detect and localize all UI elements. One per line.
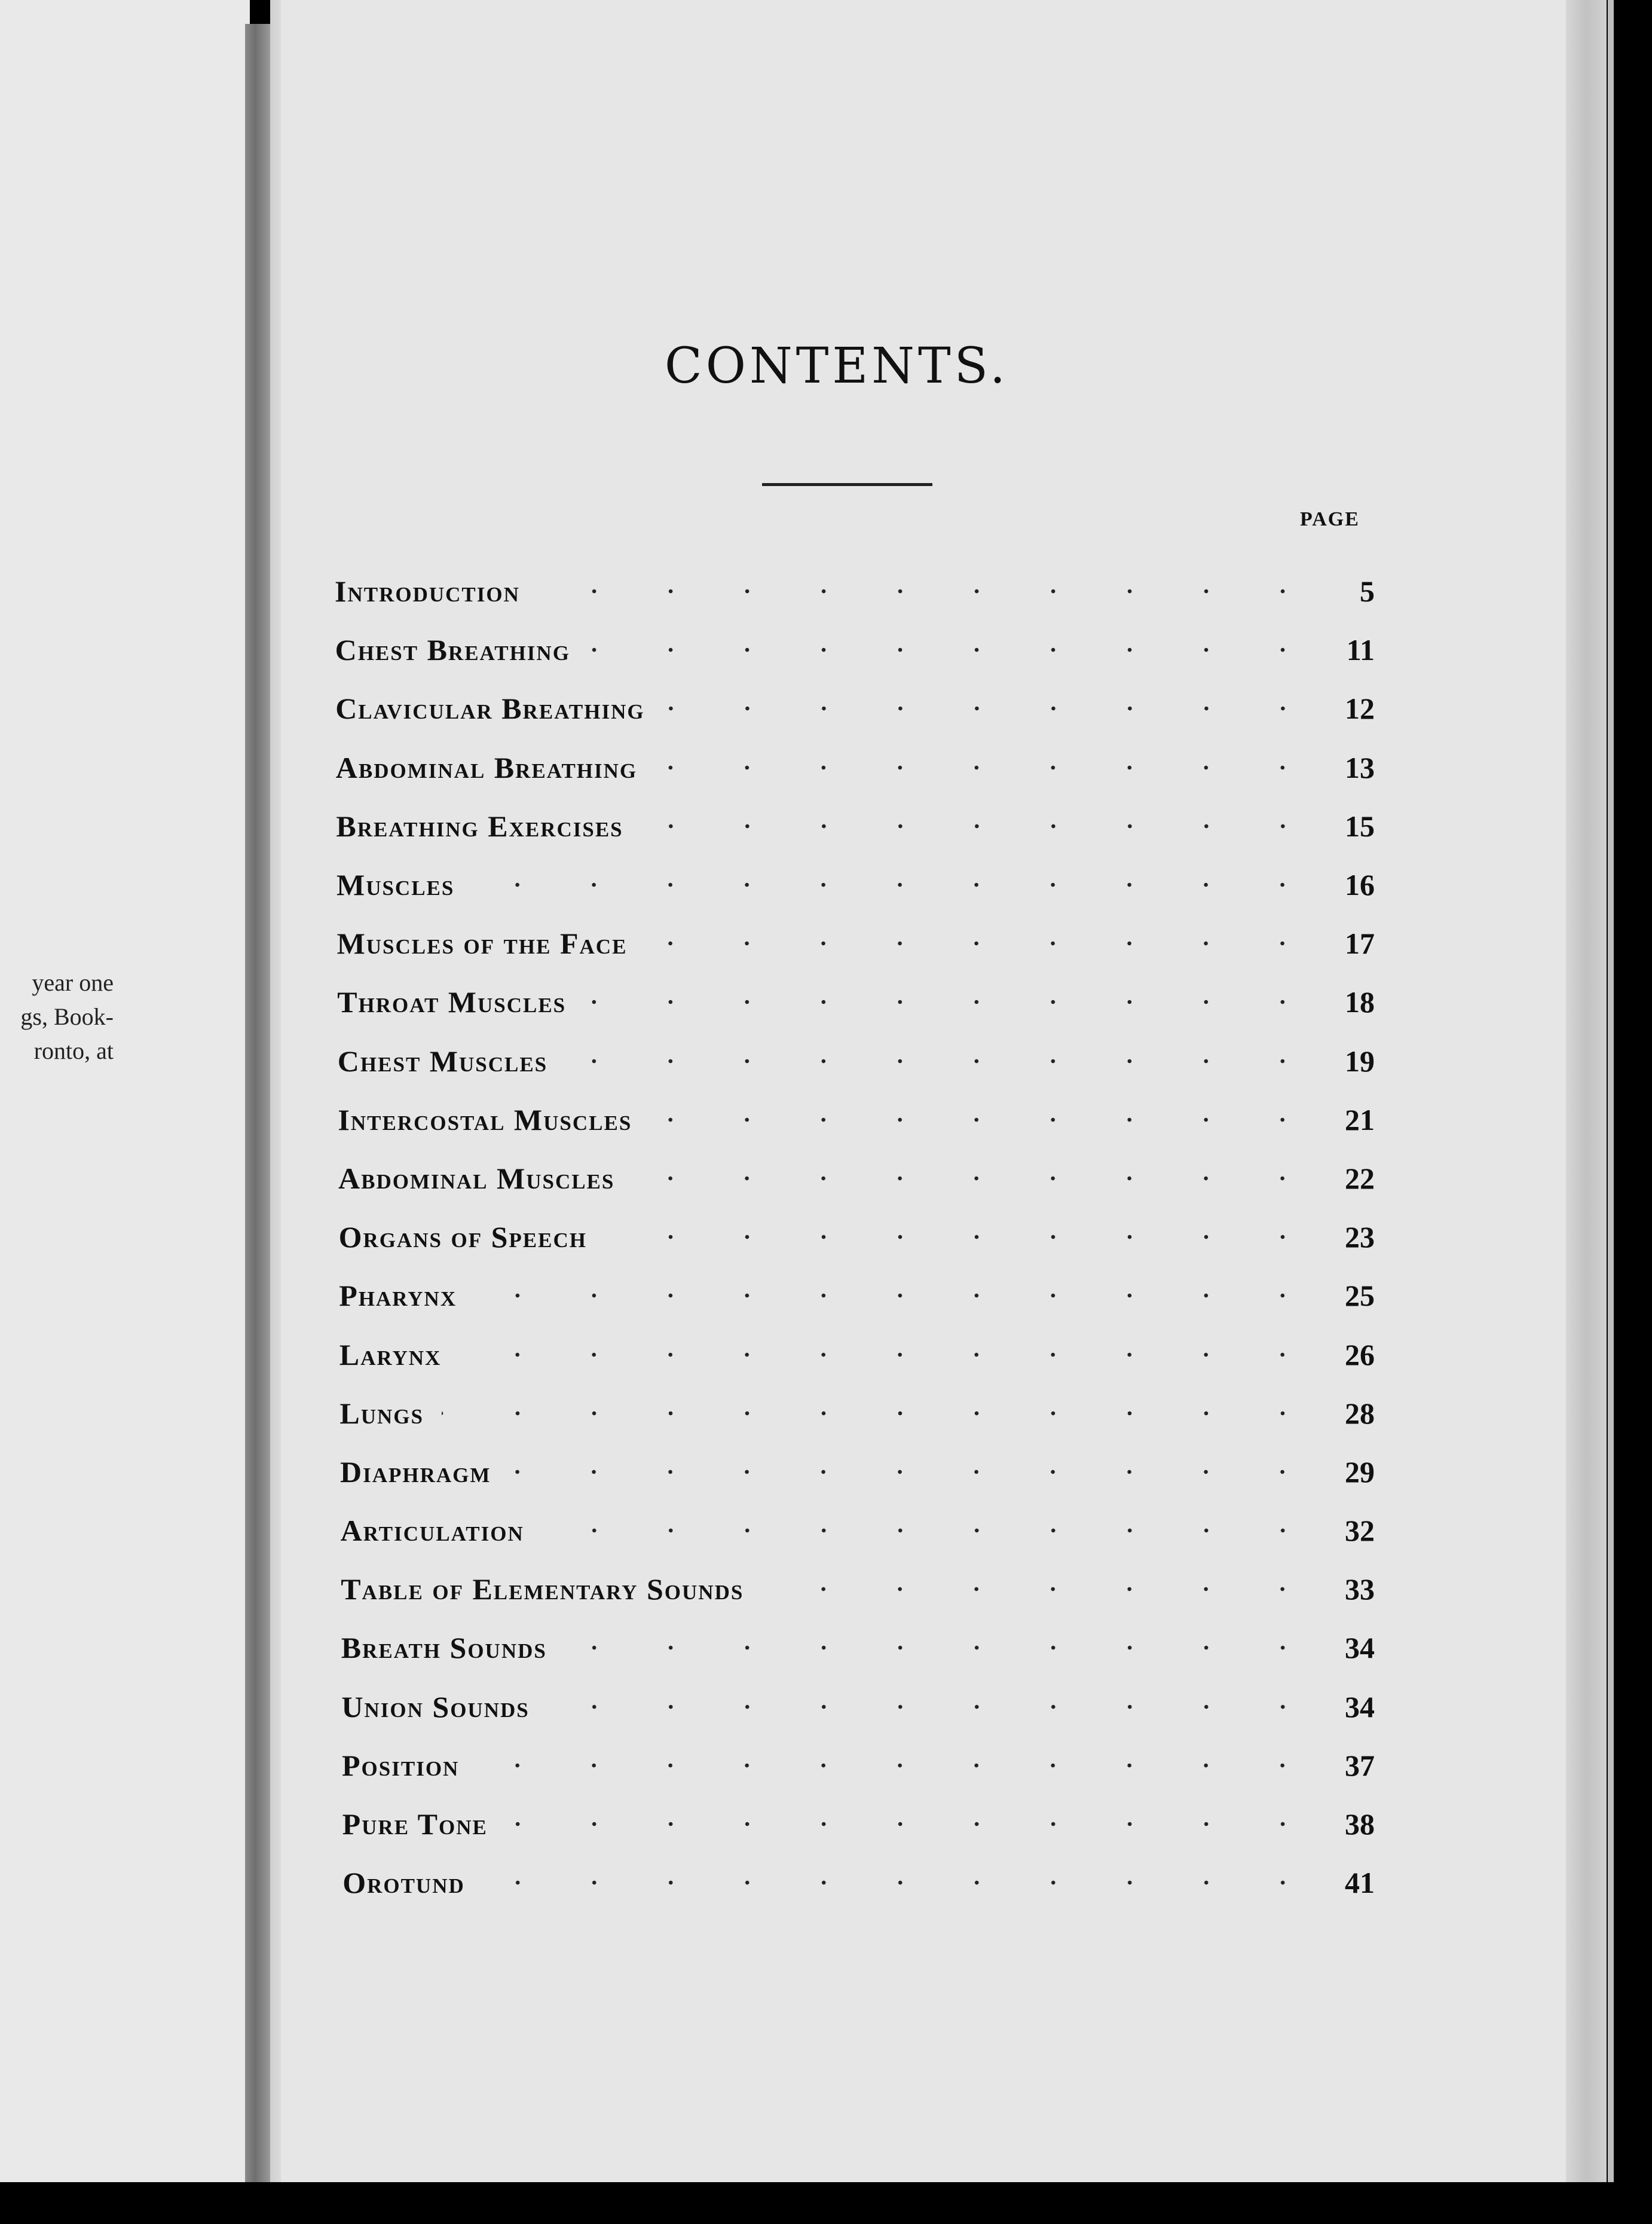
dot-leader	[542, 1528, 1321, 1533]
dot-leader	[565, 1645, 1321, 1651]
toc-entry	[338, 1032, 1375, 1090]
toc-entry-page: 25	[1345, 1279, 1375, 1313]
toc-entry	[339, 1266, 1375, 1325]
toc-entry	[340, 1443, 1375, 1501]
toc-entry-page: 38	[1345, 1807, 1375, 1841]
toc-entry-title: Lungs	[339, 1396, 436, 1431]
left-line-1: year one	[32, 969, 114, 996]
toc-entry-title: Larynx	[339, 1337, 454, 1372]
dot-leader	[483, 1880, 1321, 1886]
page-edge	[1566, 0, 1607, 2182]
toc-entry-title: Pure Tone	[342, 1807, 500, 1841]
toc-entry-page: 19	[1345, 1044, 1375, 1078]
toc-entry-title: Introduction	[335, 574, 532, 609]
toc-entry-title: Muscles of the Face	[337, 926, 640, 961]
toc-entry	[337, 973, 1375, 1031]
contents-title: CONTENTS.	[664, 338, 1009, 395]
dot-leader	[663, 705, 1321, 711]
toc-entry-title: Position	[342, 1748, 471, 1783]
toc-entry-page: 41	[1345, 1866, 1375, 1900]
toc-entry-page: 34	[1345, 1631, 1375, 1665]
toc-entry	[342, 1853, 1375, 1912]
left-line-2: gs, Book-	[20, 1003, 114, 1030]
dot-leader	[506, 1821, 1321, 1827]
left-page	[0, 0, 250, 2182]
table-of-contents	[335, 562, 1375, 1912]
toc-entry	[341, 1501, 1375, 1560]
dot-leader	[588, 647, 1321, 653]
toc-entry	[342, 1795, 1375, 1853]
toc-entry	[339, 1384, 1375, 1443]
dot-leader	[655, 765, 1321, 771]
title-rule	[762, 483, 932, 486]
toc-entry	[342, 1736, 1375, 1795]
toc-entry-title: Articulation	[341, 1513, 536, 1548]
toc-entry-title: Pharynx	[339, 1278, 469, 1313]
page-column-heading: PAGE	[1300, 508, 1360, 530]
toc-entry-title: Breathing Exercises	[336, 809, 635, 844]
toc-entry-page: 5	[1360, 575, 1375, 609]
toc-entry	[335, 562, 1375, 621]
toc-entry-page: 16	[1345, 868, 1375, 902]
dot-leader	[509, 1469, 1321, 1475]
dot-leader	[538, 588, 1321, 594]
dot-leader	[442, 1410, 1321, 1416]
toc-entry-title: Diaphragm	[340, 1455, 503, 1489]
dot-leader	[547, 1704, 1321, 1710]
left-page-text-fragment	[0, 966, 114, 1068]
toc-entry-page: 23	[1345, 1220, 1375, 1254]
toc-entry	[338, 1090, 1375, 1149]
dot-leader	[475, 1293, 1321, 1299]
dot-leader	[605, 1234, 1321, 1240]
page-edge-line	[1608, 0, 1614, 2200]
dot-leader	[477, 1762, 1321, 1768]
toc-entry-page: 28	[1345, 1396, 1375, 1430]
dot-leader	[584, 999, 1321, 1005]
left-line-3: ronto, at	[33, 1037, 114, 1064]
toc-entry-title: Throat Muscles	[337, 985, 578, 1019]
toc-entry-page: 22	[1345, 1161, 1375, 1195]
toc-entry-title: Table of Elementary Sounds	[341, 1572, 755, 1606]
toc-entry	[337, 914, 1375, 973]
toc-entry-page: 11	[1346, 633, 1375, 667]
toc-entry	[339, 1325, 1375, 1383]
dot-leader	[632, 1175, 1321, 1181]
toc-entry	[341, 1618, 1375, 1677]
dot-leader	[472, 882, 1321, 888]
dot-leader	[645, 940, 1321, 946]
toc-entry-title: Orotund	[342, 1865, 477, 1900]
toc-entry	[338, 1149, 1375, 1208]
toc-entry-page: 17	[1345, 927, 1375, 961]
toc-entry-title: Chest Breathing	[335, 633, 582, 667]
toc-entry	[335, 679, 1375, 738]
toc-entry-title: Muscles	[336, 867, 466, 902]
toc-entry	[339, 1208, 1375, 1266]
toc-entry-page: 13	[1345, 750, 1375, 784]
toc-entry	[336, 856, 1375, 914]
toc-entry-title: Abdominal Breathing	[336, 750, 649, 785]
dot-leader	[641, 823, 1321, 829]
toc-entry-page: 21	[1345, 1102, 1375, 1137]
toc-entry	[341, 1560, 1375, 1618]
toc-entry-page: 37	[1345, 1748, 1375, 1782]
toc-entry-page: 18	[1345, 985, 1375, 1019]
toc-entry-page: 33	[1345, 1572, 1375, 1606]
toc-entry	[335, 621, 1375, 679]
book-gutter	[245, 24, 270, 2182]
toc-entry-page: 12	[1345, 692, 1375, 726]
dot-leader	[565, 1058, 1321, 1064]
toc-entry-title: Union Sounds	[341, 1690, 541, 1724]
toc-entry	[336, 797, 1375, 856]
toc-entry-title: Breath Sounds	[341, 1630, 559, 1665]
toc-entry	[341, 1678, 1375, 1736]
dot-leader	[459, 1352, 1321, 1358]
toc-entry-title: Abdominal Muscles	[338, 1161, 626, 1196]
toc-entry	[336, 738, 1375, 797]
dot-leader	[761, 1586, 1321, 1592]
toc-entry-page: 34	[1345, 1690, 1375, 1724]
bottom-border	[0, 2182, 1652, 2224]
toc-entry-page: 15	[1345, 809, 1375, 843]
toc-entry-title: Chest Muscles	[338, 1044, 559, 1079]
toc-entry-title: Clavicular Breathing	[335, 691, 656, 726]
toc-entry-title: Organs of Speech	[339, 1220, 599, 1254]
toc-entry-page: 32	[1345, 1514, 1375, 1548]
dot-leader	[650, 1117, 1321, 1123]
toc-entry-title: Intercostal Muscles	[338, 1102, 644, 1137]
toc-entry-page: 26	[1345, 1337, 1375, 1371]
toc-entry-page: 29	[1345, 1455, 1375, 1489]
